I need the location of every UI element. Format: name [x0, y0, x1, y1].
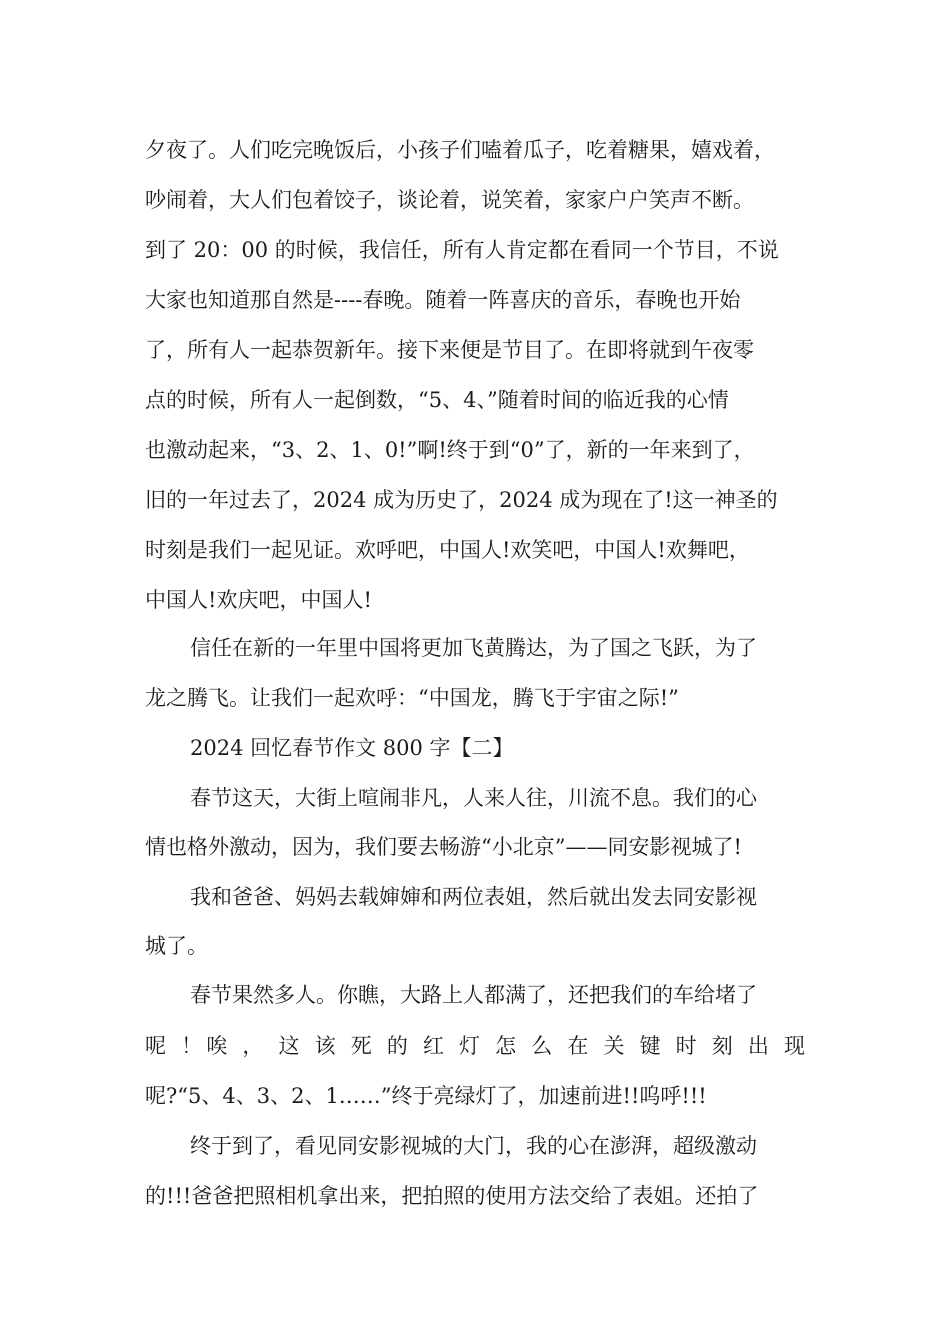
text-line: 情也格外激动，因为，我们要去畅游“小北京”——同安影视城了! [145, 835, 742, 859]
text-line: 到了 20：00 的时候，我信任，所有人肯定都在看同一个节目，不说 [145, 238, 779, 262]
paragraph-first-line: 春节这天，大街上喧闹非凡，人来人往，川流不息。我们的心 [190, 786, 757, 810]
text-line: 也激动起来，“3、2、1、0!”啊!终于到“0”了，新的一年来到了， [145, 438, 755, 462]
text-line: 夕夜了。人们吃完晚饭后，小孩子们嗑着瓜子，吃着糖果，嬉戏着， [145, 138, 775, 162]
text-line: 呢?“5、4、3、2、1……”终于亮绿灯了，加速前进!!呜呼!!! [145, 1084, 707, 1108]
text-line: 城了。 [145, 934, 208, 958]
text-line: 大家也知道那自然是----春晚。随着一阵喜庆的音乐，春晚也开始 [145, 288, 741, 312]
paragraph-first-line: 我和爸爸、妈妈去载婶婶和两位表姐，然后就出发去同安影视 [190, 885, 757, 909]
text-line: 的!!!爸爸把照相机拿出来，把拍照的使用方法交给了表姐。还拍了 [145, 1184, 759, 1208]
text-line: 旧的一年过去了，2024 成为历史了，2024 成为现在了!这一神圣的 [145, 488, 778, 512]
text-line: 了，所有人一起恭贺新年。接下来便是节目了。在即将就到午夜零 [145, 338, 754, 362]
paragraph-first-line: 终于到了，看见同安影视城的大门，我的心在澎湃，超级激动 [190, 1134, 757, 1158]
text-line: 龙之腾飞。让我们一起欢呼：“中国龙，腾飞于宇宙之际!” [145, 686, 679, 710]
section-heading: 2024 回忆春节作文 800 字【二】 [190, 736, 514, 760]
text-line: 时刻是我们一起见证。欢呼吧，中国人!欢笑吧，中国人!欢舞吧， [145, 538, 750, 562]
text-line: 吵闹着，大人们包着饺子，谈论着，说笑着，家家户户笑声不断。 [145, 188, 754, 212]
text-line: 呢 ！唉 ， 这 该 死 的 红 灯 怎 么 在 关 键 时 刻 出 现 [145, 1034, 805, 1058]
text-line: 点的时候，所有人一起倒数，“5、4、”随着时间的临近我的心情 [145, 388, 729, 412]
paragraph-first-line: 春节果然多人。你瞧，大路上人都满了，还把我们的车给堵了 [190, 983, 757, 1007]
paragraph-first-line: 信任在新的一年里中国将更加飞黄腾达，为了国之飞跃，为了 [190, 636, 757, 660]
text-line: 中国人!欢庆吧，中国人! [145, 588, 372, 612]
